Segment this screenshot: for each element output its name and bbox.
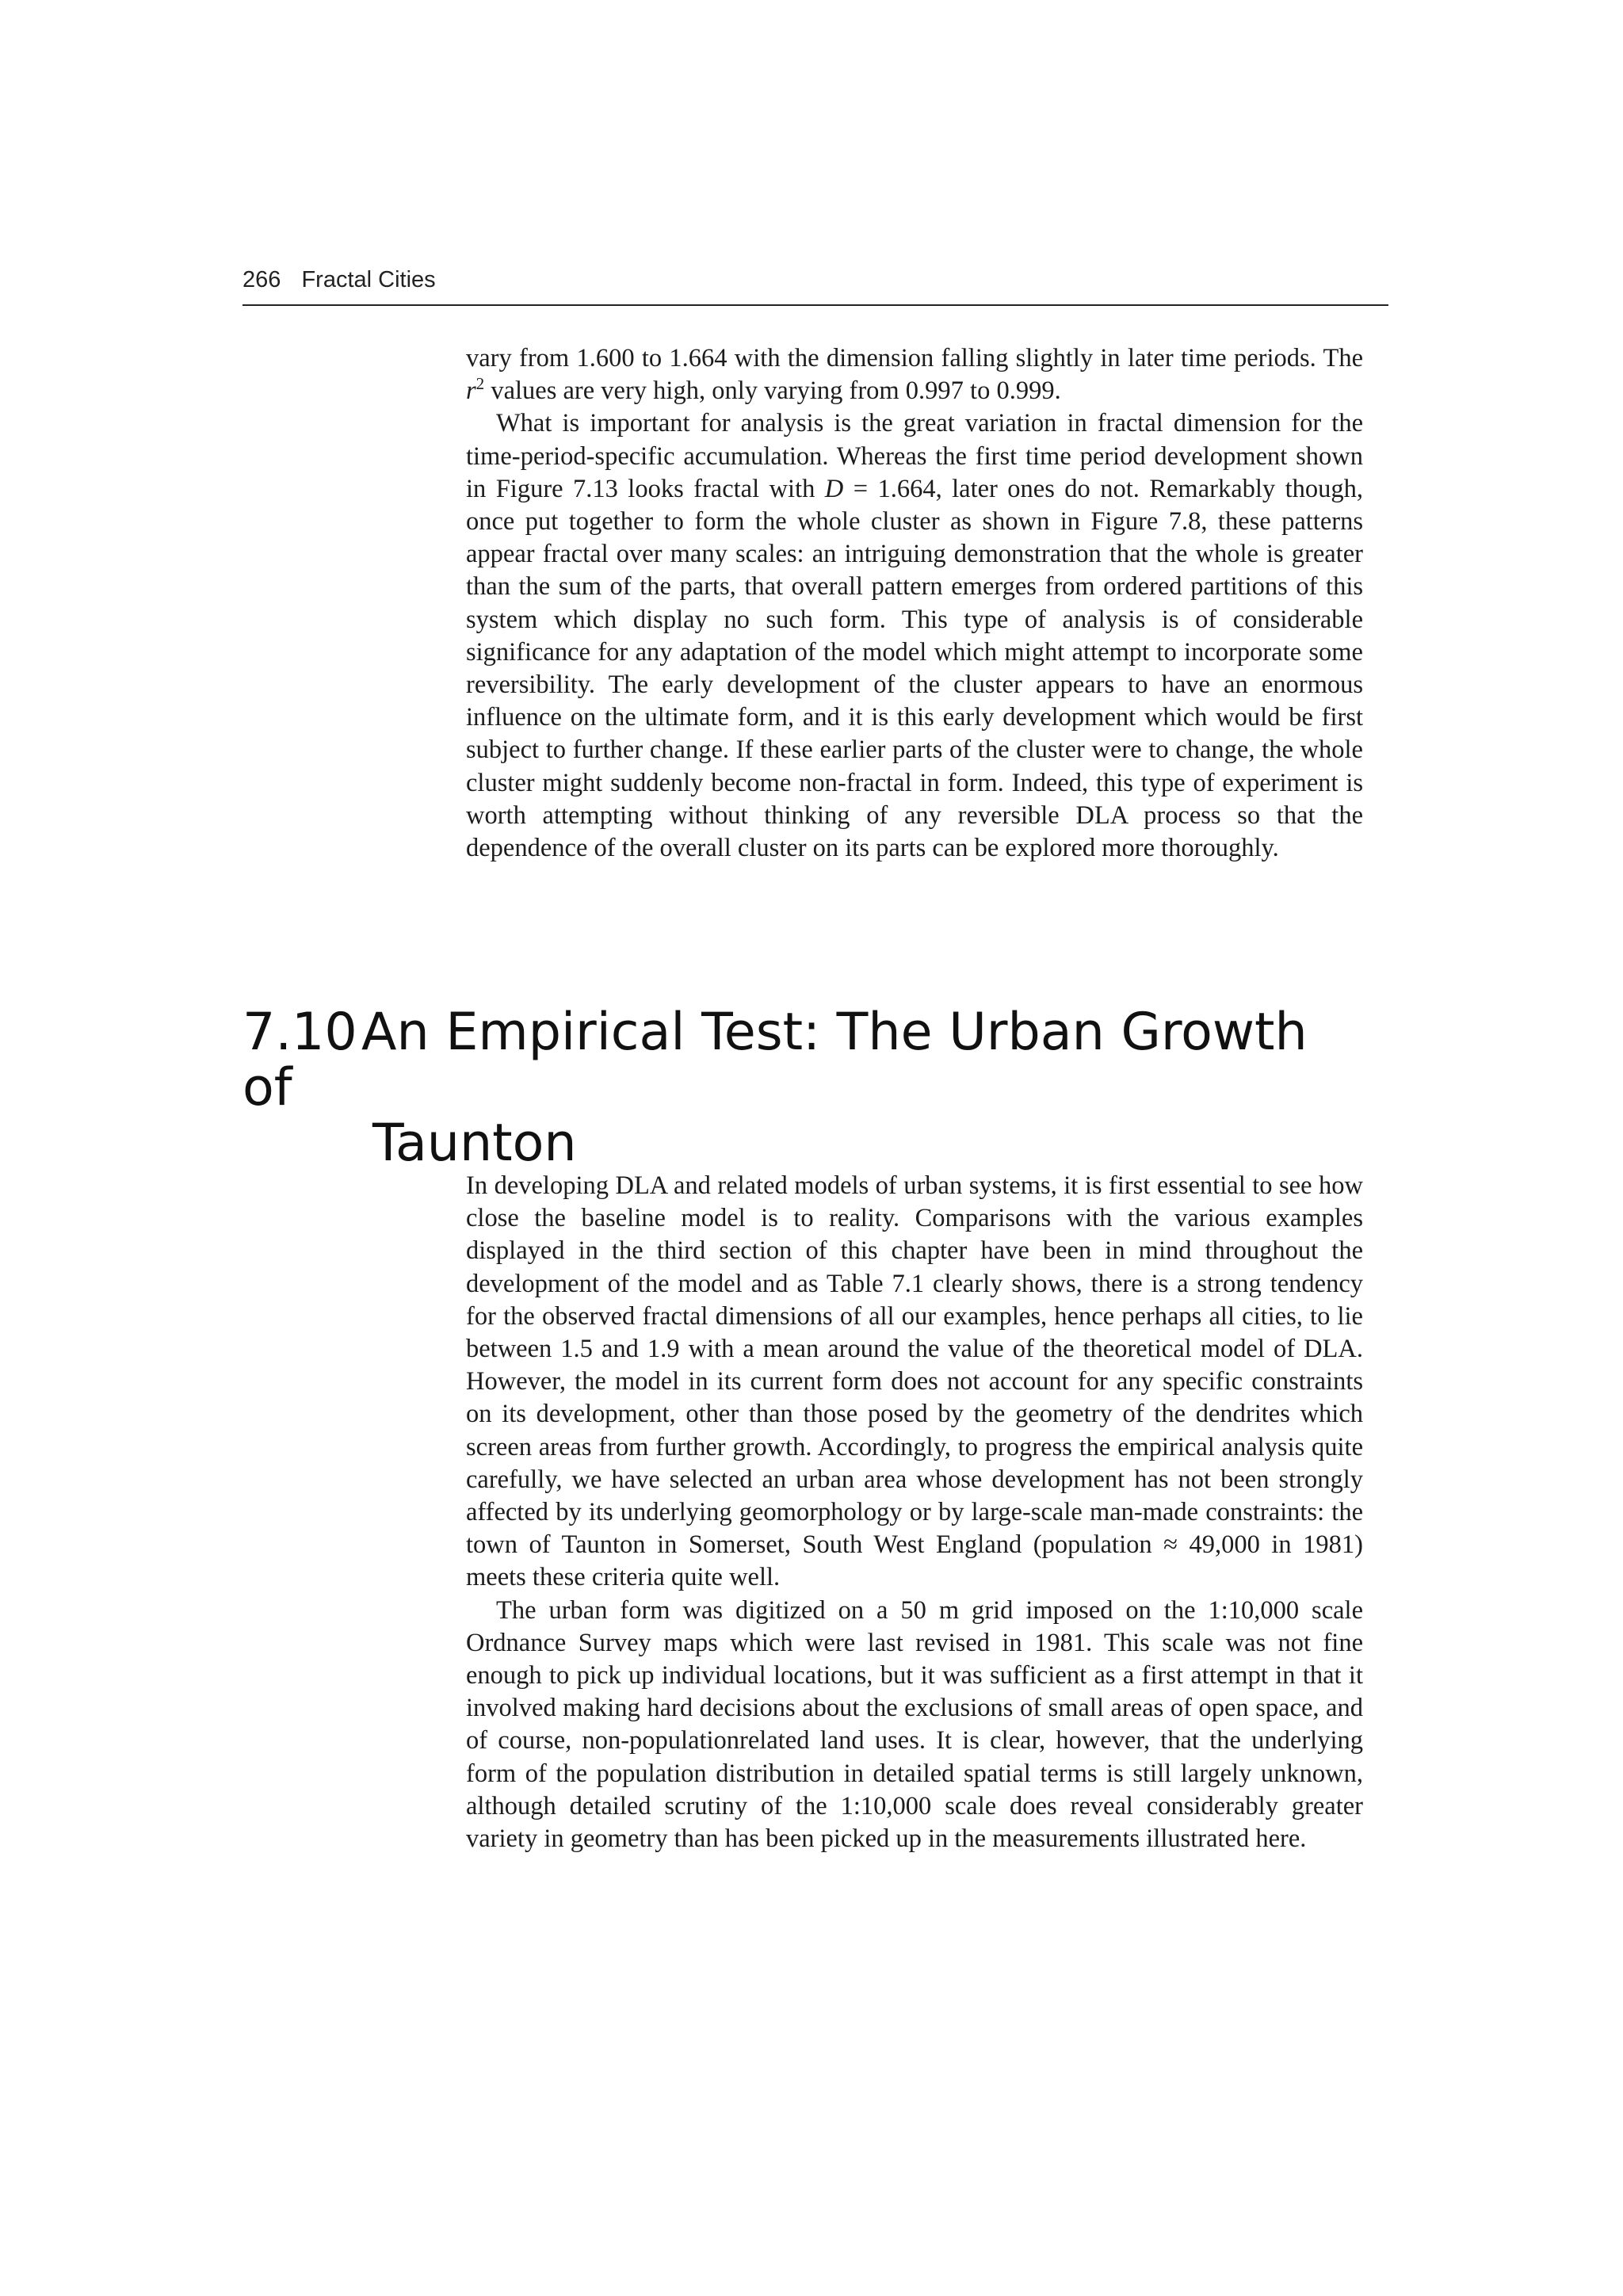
r-variable: r <box>466 376 476 406</box>
section-heading <box>242 1005 1368 1171</box>
paragraph: In developing DLA and related models of urban systems, it is first essential to see how close the baseline model is to reality. Comparisons with the various examples displayed in the third section of this chapter have been in mind throughout the development of the model and as Table 7.1 clearly shows, there is a strong tendency for the observed fractal dimensions of all our examples, hence perhaps all cities, to lie between 1.5 and 1.9 with a mean around the value of the theoretical model of DLA. However, the model in its current form does not account for any specific constraints on its development, other than those posed by the geometry of the dendrites which screen areas from further growth. Accordingly, to progress the empirical analysis quite carefully, we have selected an urban area whose development has not been strongly affected by its underlying geomorphology or by large-scale man-made constraints: the town of Taunton in Somerset, South West England (population ≈ 49,000 in 1981) meets these criteria quite well. <box>466 1171 1363 1592</box>
section-title-line1: An Empirical Test: The Urban Growth of <box>242 1003 1308 1117</box>
body-text-top <box>466 342 1363 865</box>
text-span: values are very high, only varying from 0.997 to 0.999. <box>484 376 1061 406</box>
d-variable: D <box>824 474 844 503</box>
text-span: What is important for analysis is the great variation in fractal dimension for the time-period-specific accumulation. Whereas the first time period development shown in Figure 7.13 looks fractal with <box>466 409 1363 503</box>
section-title-line2: Taunton <box>372 1114 577 1173</box>
body-text-bottom <box>466 1170 1363 1855</box>
page-number: 266 <box>242 267 281 292</box>
text-span: vary from 1.600 to 1.664 with the dimension falling slightly in later time periods. The <box>466 344 1363 372</box>
paragraph-continued <box>466 342 1363 407</box>
running-head <box>242 266 1388 306</box>
running-title: Fractal Cities <box>301 267 436 292</box>
paragraph <box>466 407 1363 865</box>
section-number: 7.10 <box>242 1003 357 1062</box>
text-span: = 1.664, later ones do not. Remarkably though, once put together to form the whole cluster as shown in Figure 7.8, these patterns appear fractal over many scales: an intriguing demonstration that the whole is greater than the sum of the parts, that overall pattern emerges from ordered partitions of this system which display no such form. This type of analysis is of considerable significance for any adaptation of the model which might attempt to incorporate some reversibility. The early development of the cluster appears to have an enormous influence on the ultimate form, and it is this early development which would be first subject to further change. If these earlier parts of the cluster were to change, the whole cluster might suddenly become non-fractal in form. Indeed, this type of experiment is worth attempting without thinking of any reversible DLA process so that the dependence of the overall cluster on its parts can be explored more thoroughly. <box>466 474 1363 863</box>
superscript: 2 <box>475 374 485 394</box>
paragraph: The urban form was digitized on a 50 m grid imposed on the 1:10,000 scale Ordnance Survey maps which were last revised in 1981. This scale was not fine enough to pick up individual locations, but it was sufficient as a first attempt in that it involved making hard decisions about the exclusions of small areas of open space, and of course, non-populationrelated land uses. It is clear, however, that the underlying form of the population distribution in detailed spatial terms is still largely unknown, although detailed scrutiny of the 1:10,000 scale does reveal considerably greater variety in geometry than has been picked up in the measurements illustrated here. <box>466 1595 1363 1854</box>
